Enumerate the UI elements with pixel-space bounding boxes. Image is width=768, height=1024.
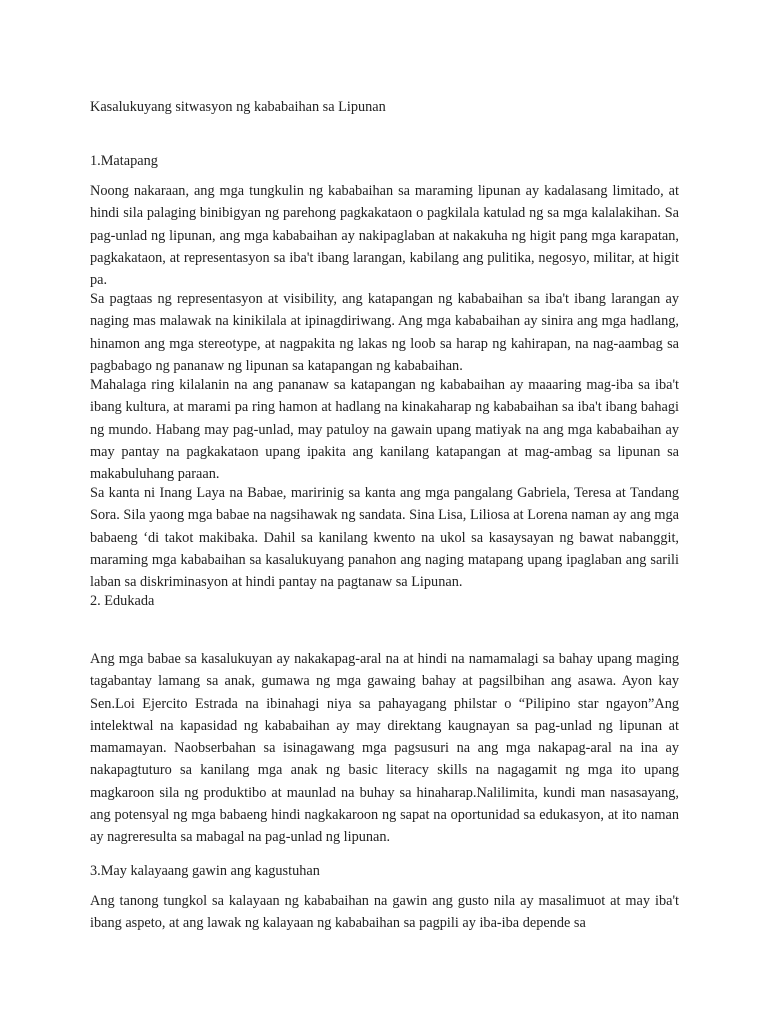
document-title: Kasalukuyang sitwasyon ng kababaihan sa Lipunan [90, 99, 386, 115]
section-heading-kalayaan: 3.May kalayaang gawin ang kagustuhan [90, 863, 320, 879]
paragraph: Ang mga babae sa kasalukuyan ay nakakapag-aral na at hindi na namamalagi sa bahay upang maging tagabantay lamang sa anak, gumawa ng mga gawaing bahay at pagsilbihan ang asawa. Ayon kay Sen.Loi Ejercito Estrada na ibinahagi niya sa pahayagang philstar o “Pilipino star ngayon”Ang intelektwal na kapasidad ng kababaihan ay may direktang kaugnayan sa pag-unlad ng lipunan at mamamayan. Naobserbahan sa isinagawang mga pagsusuri na ang mga nakapag-aral na ina ay nakapagtuturo sa kanilang mga anak ng basic literacy skills na nagagamit ng mga ito upang magkaroon sila ng produktibo at maunlad na buhay sa hinaharap.Nalilimita, kundi man nasasayang, ang potensyal ng mga babaeng hindi nagkakaroon ng sapat na oportunidad sa edukasyon, at ito naman ay nagreresulta sa mabagal na pag-unlad ng lipunan. [90, 651, 679, 846]
paragraph: Ang tanong tungkol sa kalayaan ng kababaihan na gawin ang gusto nila ay masalimuot at may iba't ibang aspeto, at ang lawak ng kalayaan ng kababaihan sa pagpili ay iba-iba depende sa [90, 893, 679, 932]
section-heading-edukada: 2. Edukada [90, 593, 155, 609]
section-heading-matapang: 1.Matapang [90, 153, 158, 169]
paragraph: Mahalaga ring kilalanin na ang pananaw sa katapangan ng kababaihan ay maaaring mag-iba sa iba't ibang kultura, at marami pa ring hamon at hadlang na kinakaharap ng kababaihan sa iba't ibang bahagi ng mundo. Habang may pag-unlad, may patuloy na gawain upang matiyak na ang mga kababaihan ay may pantay na pagkakataon upang ipakita ang kanilang katapangan at mag-ambag sa lipunan sa makabuluhang paraan. [90, 377, 679, 483]
paragraph: Sa kanta ni Inang Laya na Babae, maririnig sa kanta ang mga pangalang Gabriela, Teresa at Tandang Sora. Sila yaong mga babae na nagsihawak ng sandata. Sina Lisa, Liliosa at Lorena naman ay ang mga babaeng ‘di takot makibaka. Dahil sa kanilang kwento na ukol sa kasaysayan ng bawat nabanggit, maraming mga kababaihan sa kasalukuyang panahon ang naging matapang upang ipaglaban ang sarili laban sa diskriminasyon at hindi pantay na pagtanaw sa Lipunan. [90, 485, 679, 591]
paragraph: Noong nakaraan, ang mga tungkulin ng kababaihan sa maraming lipunan ay kadalasang limitado, at hindi sila palaging binibigyan ng parehong pagkakataon o pagkilala katulad ng sa mga kalalakihan. Sa pag-unlad ng lipunan, ang mga kababaihan ay nakipaglaban at nakakuha ng higit pang mga karapatan, pagkakataon, at representasyon sa iba't ibang larangan, kabilang ang pulitika, negosyo, militar, at higit pa. [90, 183, 679, 289]
paragraph: Sa pagtaas ng representasyon at visibility, ang katapangan ng kababaihan sa iba't ibang larangan ay naging mas malawak na kinikilala at ipinagdiriwang. Ang mga kababaihan ay sinira ang mga hadlang, hinamon ang mga stereotype, at nagpakita ng lakas ng loob sa harap ng kahirapan, na nag-aambag sa pagbabago ng pananaw ng lipunan sa katapangan ng kababaihan. [90, 291, 679, 374]
